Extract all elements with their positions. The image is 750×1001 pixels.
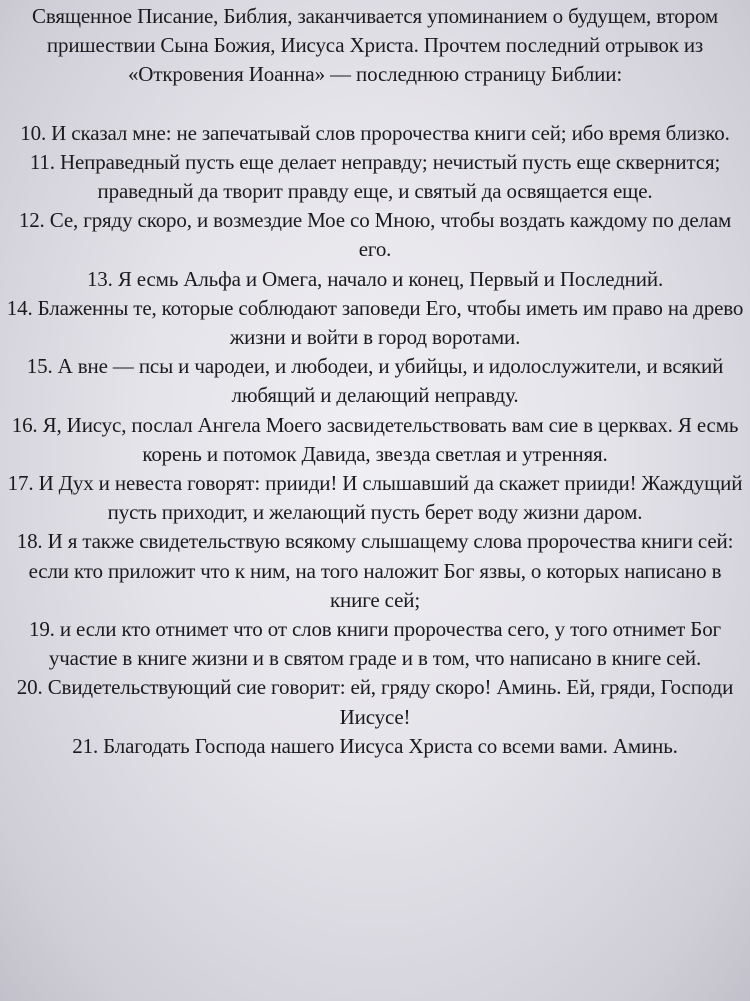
verse-13: 13. Я есмь Альфа и Омега, начало и конец, Первый и Последний. xyxy=(86,266,664,291)
verse-14: 14. Блаженны те, которые соблюдают заповеди Его, чтобы иметь им право на древо жизни и войти в город воротами. xyxy=(6,295,744,350)
verse-10: 10. И сказал мне: не запечатывай слов пророчества книги сей; ибо время близко. xyxy=(20,120,730,145)
verse-17: 17. И Дух и невеста говорят: прииди! И слышавший да скажет прииди! Жаждущий пусть приходит, и желающий пусть берет воду жизни даром. xyxy=(7,471,743,525)
verse-19: 19. и если кто отнимет что от слов книги пророчества сего, у того отнимет Бог участие в книге жизни и в святом граде и в том, что написано в книге сей. xyxy=(28,617,722,671)
verse-20: 20. Свидетельствующий сие говорит: ей, гряду скоро! Аминь. Ей, гряди, Господи Иисусе! xyxy=(16,675,734,729)
verse-21: 21. Благодать Господа нашего Иисуса Христа со всеми вами. Аминь. xyxy=(72,733,678,758)
verse-12: 12. Се, гряду скоро, и возмездие Мое со Мною, чтобы воздать каждому по делам его. xyxy=(18,208,732,262)
verse-16: 16. Я, Иисус, послал Ангела Моего засвидетельствовать вам сие в церквах. Я есмь корень и потомок Давида, звезда светлая и утренняя. xyxy=(11,412,739,466)
intro-paragraph: Священное Писание, Библия, заканчивается упоминанием о будущем, втором пришествии Сына Божия, Иисуса Христа. Прочтем последний отрывок из «Откровения Иоанна» — последнюю страницу Библии: xyxy=(31,4,719,87)
verse-15: 15. А вне — псы и чародеи, и любодеи, и убийцы, и идолослужители, и всякий любящий и делающий неправду. xyxy=(26,354,724,408)
verse-11: 11. Неправедный пусть еще делает неправду; нечистый пусть еще сквернится; праведный да творит правду еще, и святый да освящается еще. xyxy=(29,149,721,204)
verse-18: 18. И я также свидетельствую всякому слышащему слова пророчества книги сей: если кто приложит что к ним, на того наложит Бог язвы, о которых написано в книге сей; xyxy=(16,529,734,612)
